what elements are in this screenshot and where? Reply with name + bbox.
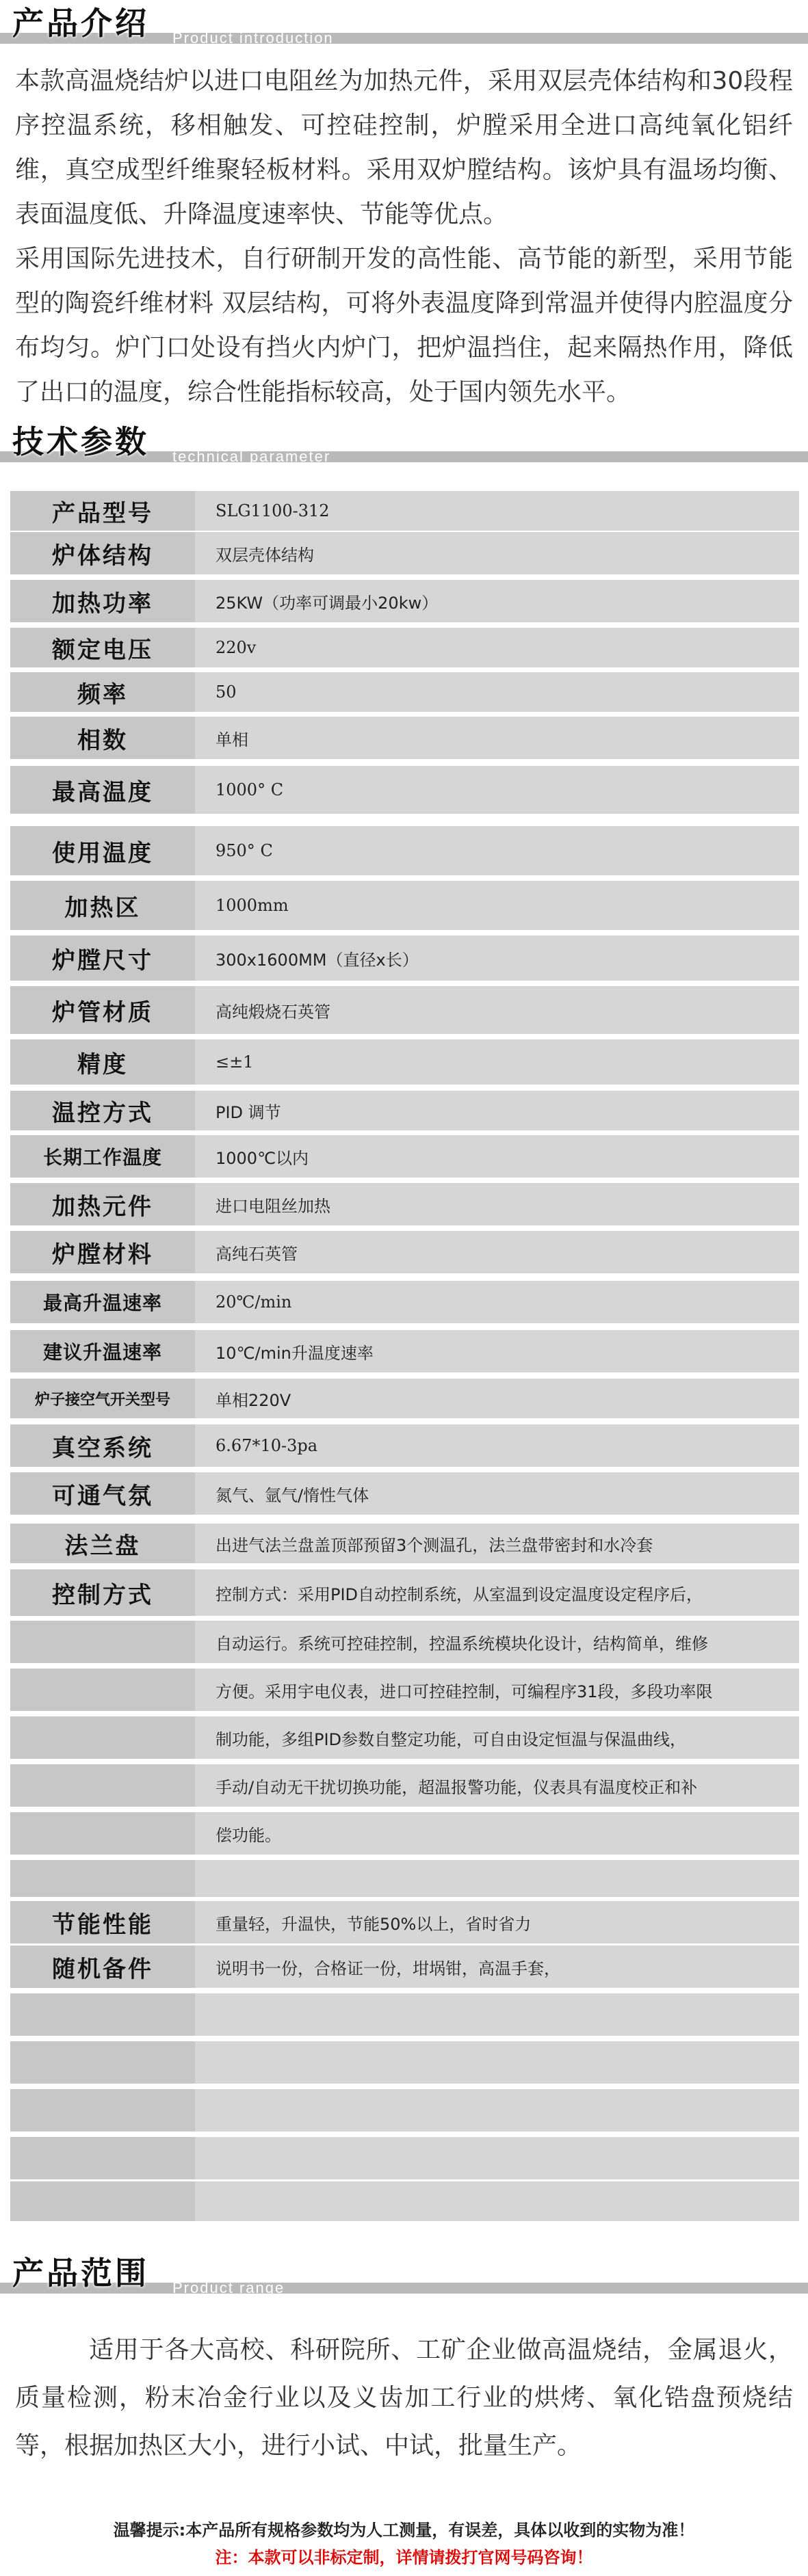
range-header [0, 2250, 808, 2300]
param-row [10, 1621, 799, 1663]
param-row [10, 1231, 799, 1273]
param-label: 频率 [10, 672, 195, 712]
intro-title: 产品介绍 [12, 5, 149, 42]
param-label: 可通气氛 [10, 1472, 195, 1515]
param-label: 加热区 [10, 881, 195, 930]
param-value: 220v [216, 638, 257, 657]
param-row [10, 1281, 799, 1323]
param-value: 6.67*10-3pa [216, 1436, 318, 1455]
param-label: 长期工作温度 [10, 1135, 195, 1178]
param-value: 单相 [216, 730, 248, 749]
param-label [10, 1860, 195, 1897]
param-row [10, 1901, 799, 1943]
param-row [10, 881, 799, 930]
param-label: 随机备件 [10, 1946, 195, 1988]
param-value: 自动运行。系统可控硅控制，控温系统模块化设计，结构简单，维修 [216, 1634, 708, 1654]
param-value: 出进气法兰盘盖顶部预留3个测温孔，法兰盘带密封和水冷套 [216, 1535, 653, 1555]
param-label: 控制方式 [10, 1569, 195, 1616]
param-row [10, 1524, 799, 1563]
param-value: 重量轻，升温快，节能50%以上，省时省力 [216, 1914, 532, 1934]
param-value: 10℃/min升温度速率 [216, 1343, 374, 1363]
param-label: 加热元件 [10, 1183, 195, 1225]
param-row [10, 2181, 799, 2221]
range-paragraph: 适用于各大高校、科研院所、工矿企业做高温烧结，金属退火，质量检测，粉末冶金行业以及义齿加工行业的烘烤、氧化锆盘预烧结等，根据加热区大小，进行小试、中试，批量生产。 [15, 2336, 793, 2460]
param-row [10, 1379, 799, 1418]
intro-section [0, 0, 808, 414]
range-section [0, 2250, 808, 2470]
param-row [10, 717, 799, 759]
intro-paragraph-2: 采用国际先进技术，自行研制开发的高性能、高节能的新型，采用节能型的陶瓷纤维材料 双层结构，可将外表温度降到常温并使得内腔温度分布均匀。炉门口处设有挡火内炉门，把炉温挡住，起来隔热作用，降低了出口的温度，综合性能指标较高，处于国内领先水平。 [15, 245, 793, 406]
range-subtitle: Product range [172, 2279, 285, 2296]
param-label [10, 1764, 195, 1807]
param-label [10, 2089, 195, 2132]
param-row [10, 1472, 799, 1515]
param-label: 炉膛尺寸 [10, 935, 195, 981]
param-label: 最高升温速率 [10, 1281, 195, 1323]
param-value: 进口电阻丝加热 [216, 1196, 330, 1216]
param-value: 制功能，多组PID参数自整定功能，可自由设定恒温与保温曲线， [216, 1729, 687, 1749]
param-value: 说明书一份，合格证一份，坩埚钳，高温手套， [216, 1958, 560, 1978]
param-row [10, 1764, 799, 1807]
param-row [10, 580, 799, 622]
param-row [10, 1330, 799, 1372]
param-row [10, 532, 799, 574]
param-value: 20℃/min [216, 1292, 292, 1312]
param-label: 建议升温速率 [10, 1330, 195, 1372]
note-disclaimer: 温馨提示:本产品所有规格参数均为人工测量，有误差，具体以收到的实物为准！ [113, 2521, 695, 2540]
param-value: 1000mm [216, 896, 289, 915]
param-row [10, 672, 799, 712]
param-value: 偿功能。 [216, 1825, 281, 1845]
param-row [10, 2041, 799, 2084]
param-label: 炉子接空气开关型号 [10, 1379, 195, 1418]
param-label [10, 1993, 195, 2036]
param-row [10, 1183, 799, 1225]
param-label [10, 2181, 195, 2221]
param-value: 方便。采用宇电仪表，进口可控硅控制，可编程序31段，多段功率限 [216, 1682, 713, 1701]
params-subtitle: technical parameter [172, 448, 331, 465]
param-value: 1000° C [216, 780, 284, 799]
param-row [10, 1860, 799, 1897]
param-value: ≤±1 [216, 1052, 254, 1072]
intro-header [0, 0, 808, 51]
param-row [10, 1669, 799, 1711]
param-label: 加热功率 [10, 580, 195, 622]
param-value: SLG1100-312 [216, 501, 330, 520]
params-title: 技术参数 [12, 423, 149, 460]
param-row [10, 1135, 799, 1178]
param-label [10, 1669, 195, 1711]
intro-text [0, 59, 808, 414]
param-label [10, 1621, 195, 1663]
param-row [10, 935, 799, 981]
intro-subtitle: Product introduction [172, 29, 334, 47]
param-label: 额定电压 [10, 628, 195, 667]
param-value: 1000℃以内 [216, 1148, 309, 1168]
param-label: 节能性能 [10, 1901, 195, 1943]
param-row [10, 1946, 799, 1988]
param-value: 高纯煅烧石英管 [216, 1002, 330, 1022]
param-value: 氮气、氩气/惰性气体 [216, 1485, 369, 1505]
param-row [10, 1424, 799, 1467]
params-section [0, 419, 808, 469]
param-label [10, 2041, 195, 2084]
param-value: 高纯石英管 [216, 1244, 298, 1264]
param-value: 50 [216, 682, 237, 702]
param-label: 炉膛材料 [10, 1231, 195, 1273]
param-label: 法兰盘 [10, 1524, 195, 1563]
param-label: 最高温度 [10, 766, 195, 814]
param-row [10, 826, 799, 875]
param-row [10, 1993, 799, 2036]
param-label [10, 2137, 195, 2179]
param-label [10, 1812, 195, 1855]
intro-paragraph-1: 本款高温烧结炉以进口电阻丝为加热元件，采用双层壳体结构和30段程序控温系统，移相触发、可控硅控制，炉膛采用全进口高纯氧化铝纤维，真空成型纤维聚轻板材料。采用双炉膛结构。该炉具有温场均衡、表面温度低、升降温度速率快、节能等优点。 [15, 67, 793, 228]
notes [0, 2517, 808, 2571]
param-row [10, 491, 799, 531]
param-label: 使用温度 [10, 826, 195, 875]
params-header [0, 419, 808, 469]
param-row [10, 1812, 799, 1855]
note-custom: 注：本款可以非标定制，详情请拨打官网号码咨询！ [215, 2548, 593, 2567]
param-row [10, 766, 799, 814]
range-title: 产品范围 [12, 2255, 149, 2292]
param-label: 产品型号 [10, 491, 195, 531]
param-label: 相数 [10, 717, 195, 759]
param-label: 精度 [10, 1039, 195, 1085]
param-label: 炉体结构 [10, 532, 195, 574]
param-label [10, 1716, 195, 1759]
param-row [10, 2137, 799, 2179]
param-value: PID 调节 [216, 1102, 281, 1122]
param-row [10, 2089, 799, 2132]
param-value: 手动/自动无干扰切换功能，超温报警功能，仪表具有温度校正和补 [216, 1777, 698, 1797]
param-row [10, 1716, 799, 1759]
param-label: 炉管材质 [10, 986, 195, 1034]
param-row [10, 986, 799, 1034]
param-row [10, 1091, 799, 1130]
param-row [10, 1039, 799, 1085]
param-label: 真空系统 [10, 1424, 195, 1467]
param-value: 单相220V [216, 1390, 291, 1410]
param-row [10, 1569, 799, 1616]
range-text [0, 2326, 808, 2470]
param-value: 双层壳体结构 [216, 545, 314, 565]
param-row [10, 628, 799, 667]
param-value: 950° C [216, 841, 273, 860]
param-value: 25KW（功率可调最小20kw） [216, 593, 439, 613]
param-value: 控制方式：采用PID自动控制系统，从室温到设定温度设定程序后， [216, 1584, 703, 1604]
param-label: 温控方式 [10, 1091, 195, 1130]
param-value: 300x1600MM（直径x长） [216, 950, 419, 970]
